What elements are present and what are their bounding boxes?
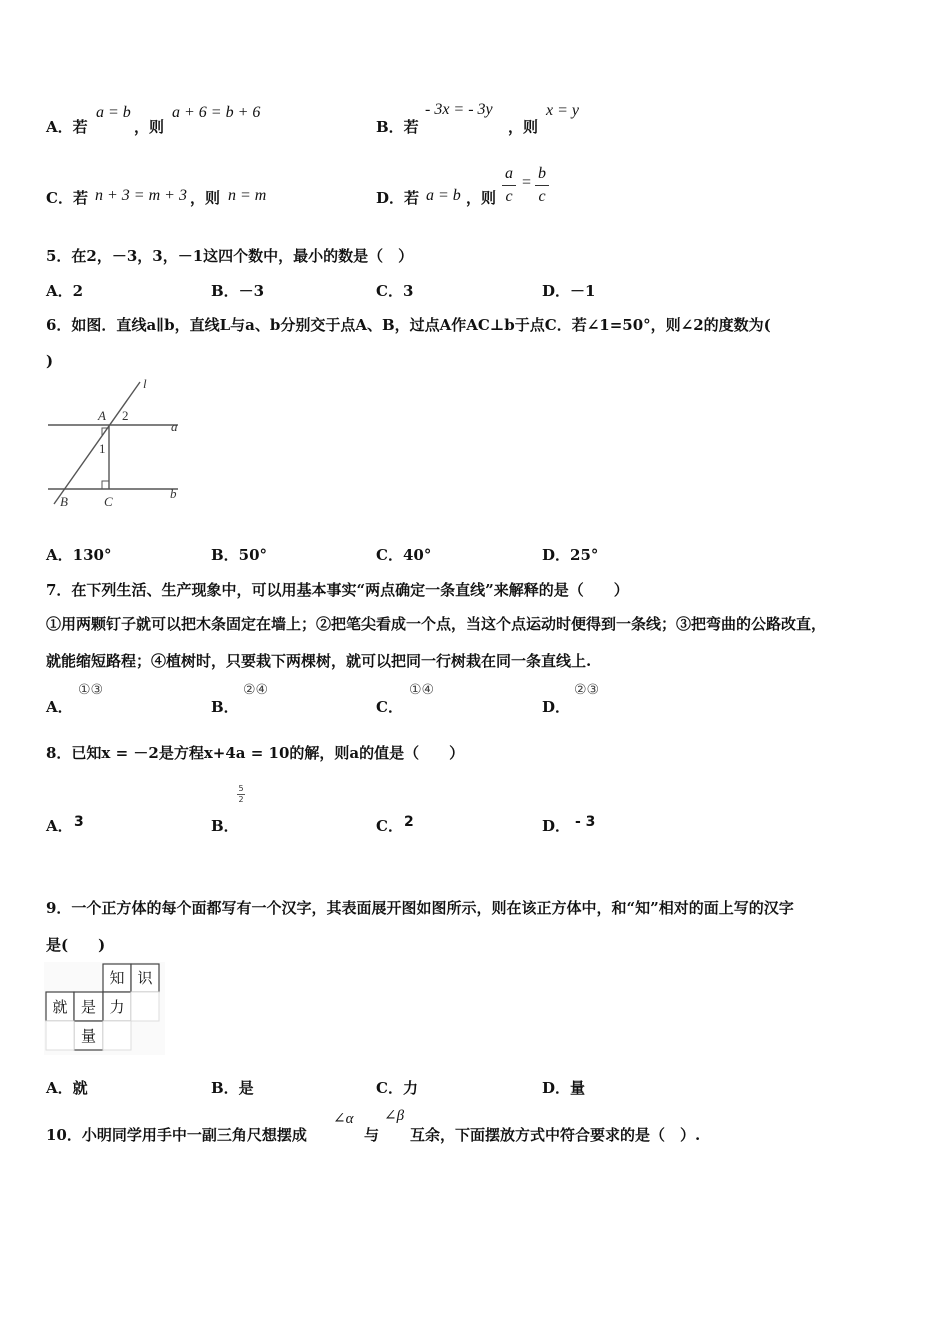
q8-option-d-label: D． (542, 817, 571, 835)
q9-option-d: D．量 (542, 1079, 586, 1097)
q9-option-c: C．力 (376, 1079, 418, 1097)
net-cell-shi2: 是 (80, 998, 96, 1016)
q5-option-a: A．2 (46, 282, 84, 300)
q8-option-a-label: A． (46, 817, 73, 835)
line-l (54, 382, 140, 504)
q7-body-line2: 就能缩短路程；④植树时，只要栽下两棵树，就可以把同一行树栽在同一条直线上. (46, 652, 592, 670)
q6-stem-line2: ) (46, 352, 54, 370)
fraction-denominator: c (505, 188, 513, 205)
q5-option-d: D．－1 (542, 282, 596, 300)
q9-cube-net (44, 962, 165, 1055)
fraction-numerator: b (538, 165, 546, 182)
q6-option-d: D．25° (542, 546, 599, 564)
q6-option-b: B．50° (211, 546, 268, 564)
fraction-denominator: c (538, 188, 546, 205)
q7-option-a-value: ①③ (78, 682, 104, 698)
q4-option-a-condition: a = b (96, 104, 131, 121)
q4-option-c-condition: n + 3 = m + 3 (95, 187, 187, 204)
q7-option-b-value: ②④ (243, 682, 269, 698)
q5-stem: 5．在2，－3，3，－1这四个数中，最小的数是（ ） (46, 247, 414, 265)
q8-option-d-value: - 3 (575, 814, 596, 830)
q9-stem-line1: 9．一个正方体的每个面都写有一个汉字，其表面展开图如图所示，则在该正方体中，和“知”相对的面上写的汉字 (46, 899, 794, 917)
q7-option-c-label: C． (376, 698, 403, 716)
equals-sign: = (522, 174, 532, 191)
net-cell-shi: 识 (137, 969, 153, 987)
q6-option-a: A．130° (46, 546, 112, 564)
q4-option-a: A．若 (46, 118, 88, 136)
right-angle-mark (102, 481, 109, 489)
q4-option-d-fraction-left (502, 163, 516, 206)
q5-option-b: B．－3 (211, 282, 265, 300)
q7-body-line1: ①用两颗钉子就可以把木条固定在墙上；②把笔尖看成一个点，当这个点运动时便得到一条线；③把弯曲的公路改直， (46, 615, 827, 633)
q4-option-c-then: ，则 (190, 189, 221, 207)
q8-option-b-fraction (236, 784, 246, 805)
q4-option-a-then: ，则 (134, 118, 165, 136)
q4-option-b-then: ，则 (508, 118, 539, 136)
q10-angle-alpha: ∠α (333, 1111, 354, 1127)
q6-stem-line1: 6．如图．直线a∥b，直线L与a、b分别交于点A、B，过点A作AC⊥b于点C．若∠1=50°，则∠2的度数为( (46, 316, 771, 334)
net-cell-jiu: 就 (52, 998, 68, 1016)
q7-stem: 7．在下列生活、生产现象中，可以用基本事实“两点确定一条直线”来解释的是（ ） (46, 581, 629, 599)
q4-option-b-result: x = y (546, 102, 579, 119)
label-angle-1: 1 (99, 441, 106, 456)
q7-option-c-value: ①④ (409, 682, 435, 698)
label-l: l (143, 376, 147, 391)
label-a: a (171, 419, 178, 434)
q8-option-b-label: B． (211, 817, 239, 835)
label-point-c: C (104, 494, 113, 509)
q8-option-c-value: 2 (404, 814, 414, 830)
q9-option-b: B．是 (211, 1079, 254, 1097)
q4-option-d-condition: a = b (426, 187, 461, 204)
q4-option-b: B．若 (376, 118, 419, 136)
label-point-a: A (98, 408, 106, 423)
q4-option-d-then: ，则 (466, 189, 497, 207)
q6-option-c: C．40° (376, 546, 432, 564)
q7-option-a-label: A． (46, 698, 73, 716)
q4-option-b-condition: - 3x = - 3y (425, 101, 493, 118)
q10-stem-mid: 与 (364, 1126, 380, 1144)
q4-option-a-result: a + 6 = b + 6 (172, 104, 261, 121)
q4-option-d: D．若 (376, 189, 420, 207)
q4-option-d-fraction-right (535, 163, 549, 206)
q4-option-c: C．若 (46, 189, 88, 207)
label-point-b: B (60, 494, 68, 509)
q7-option-b-label: B． (211, 698, 239, 716)
q6-geometry-figure (40, 376, 190, 512)
q8-stem: 8．已知x = －2是方程x+4a = 10的解，则a的值是（ ） (46, 744, 465, 762)
fraction-denominator: 2 (238, 795, 244, 804)
q4-option-c-result: n = m (228, 187, 267, 204)
q9-stem-line2: 是( ) (46, 936, 106, 954)
fraction-numerator: a (505, 165, 513, 182)
q10-stem-post: 互余，下面摆放方式中符合要求的是（ ）. (410, 1126, 701, 1144)
q7-option-d-label: D． (542, 698, 571, 716)
q8-option-a-value: 3 (74, 814, 84, 830)
q10-stem-pre: 10．小明同学用手中一副三角尺想摆成 (46, 1126, 307, 1144)
net-cell-li: 力 (109, 998, 125, 1016)
fraction-numerator: 5 (238, 784, 244, 793)
q5-option-c: C．3 (376, 282, 414, 300)
q10-angle-beta: ∠β (384, 1108, 405, 1124)
label-angle-2: 2 (122, 408, 129, 423)
net-cell-liang: 量 (80, 1027, 96, 1045)
q9-option-a: A．就 (46, 1079, 88, 1097)
q7-option-d-value: ②③ (574, 682, 600, 698)
net-cell-zhi: 知 (109, 969, 125, 987)
q8-option-c-label: C． (376, 817, 403, 835)
label-b: b (170, 486, 177, 501)
